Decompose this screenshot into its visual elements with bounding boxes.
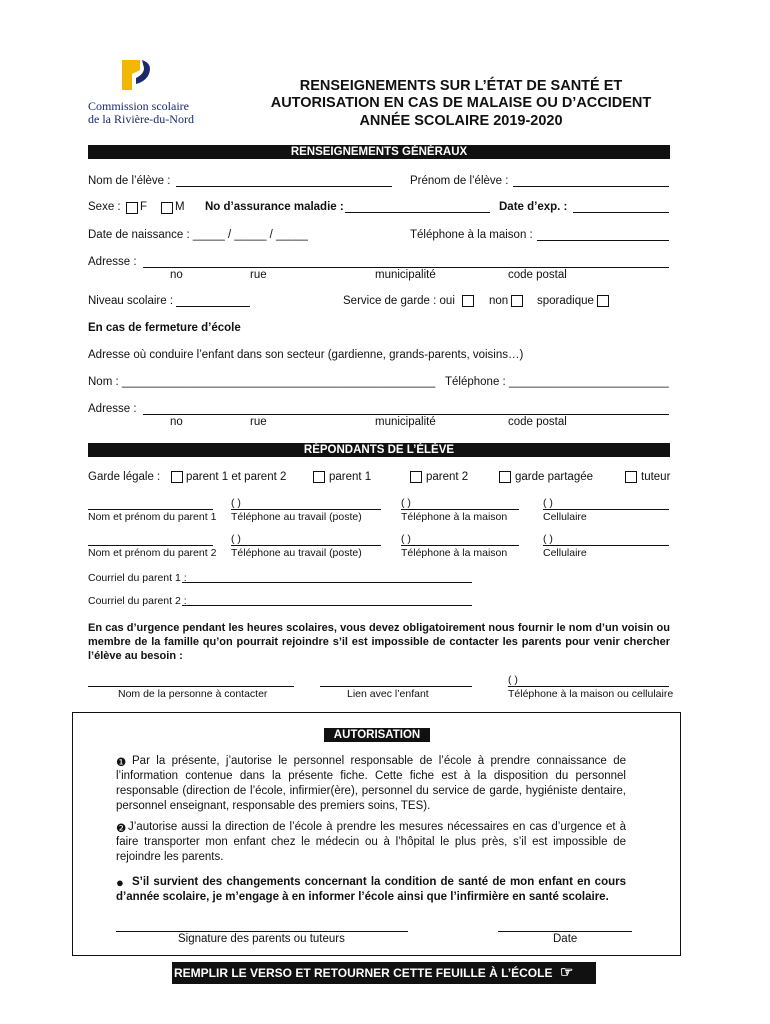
addr-cp-label: code postal (508, 269, 567, 281)
niveau-label: Niveau scolaire : (88, 295, 174, 307)
urgence-tel-label: Téléphone à la maison ou cellulaire (508, 688, 674, 700)
sexe-f-label: F (140, 201, 148, 213)
section-header-autorisation: AUTORISATION (324, 728, 430, 742)
f-addr-no-label: no (170, 416, 183, 428)
logo (88, 52, 198, 132)
service-non-checkbox[interactable] (511, 295, 523, 307)
parent1-tel-travail-paren: ( ) (231, 497, 241, 509)
page-title-2: AUTORISATION EN CAS DE MALAISE OU D’ACCIDENT (270, 95, 652, 111)
service-non-label: non (489, 295, 509, 307)
bullet-2-icon: ❷ (116, 823, 127, 835)
section-header-general: RENSEIGNEMENTS GÉNÉRAUX (88, 145, 670, 159)
pointing-hand-icon: ☞ (559, 964, 574, 981)
naissance-label: Date de naissance : _____ / _____ / _____ (88, 229, 308, 241)
fermeture-adresse-label: Adresse : (88, 403, 137, 415)
garde-opt1-checkbox[interactable] (171, 471, 183, 483)
courriel1-field[interactable] (182, 582, 472, 583)
autorisation-p2-text: J’autorise aussi la direction de l’école à prendre les mesures nécessaires en cas d’urgence et à faire transporter mon enfant chez le médecin ou à l’hôpital le plus près, s’il est impossible de rejoindre les parents. (116, 821, 626, 863)
parent1-tel-maison-label: Téléphone à la maison (401, 511, 508, 523)
garde-legale-label: Garde légale : (88, 471, 161, 483)
urgence-lien-field[interactable] (320, 686, 472, 687)
garde-opt5-checkbox[interactable] (625, 471, 637, 483)
sexe-label: Sexe : (88, 201, 121, 213)
assurance-field[interactable] (345, 212, 490, 213)
parent1-label: Nom et prénom du parent 1 (88, 511, 217, 523)
adresse-label: Adresse : (88, 256, 137, 268)
autorisation-p2 (116, 820, 626, 865)
section-header-repondants: RÉPONDANTS DE L’ÉLÈVE (88, 443, 670, 457)
garde-opt4-label: garde partagée (515, 471, 594, 483)
tel-maison-label: Téléphone à la maison : (410, 229, 533, 241)
prenom-eleve-label: Prénom de l’élève : (410, 175, 509, 187)
parent2-tel-maison-paren: ( ) (401, 533, 411, 545)
garde-opt2-label: parent 1 (329, 471, 372, 483)
footer-banner (172, 962, 596, 984)
footer-text: REMPLIR LE VERSO ET RETOURNER CETTE FEUILLE À L’ÉCOLE (174, 966, 553, 980)
addr-rue-label: rue (250, 269, 267, 281)
date-label: Date (553, 933, 578, 945)
nom-eleve-label: Nom de l’élève : (88, 175, 171, 187)
assurance-label: No d’assurance maladie : (205, 201, 344, 213)
garde-opt4-checkbox[interactable] (499, 471, 511, 483)
parent1-cell-paren: ( ) (543, 497, 553, 509)
tel-maison-field[interactable] (537, 240, 669, 241)
urgence-personne-field[interactable] (88, 686, 294, 687)
fermeture-heading: En cas de fermeture d’école (88, 322, 241, 334)
parent2-cell-field[interactable] (543, 545, 669, 546)
date-exp-field[interactable] (573, 212, 669, 213)
sporadique-label: sporadique (537, 295, 594, 307)
parent2-cell-paren: ( ) (543, 533, 553, 545)
sexe-m-checkbox[interactable] (161, 202, 173, 214)
parent2-tel-maison-field[interactable] (401, 545, 519, 546)
parent2-tel-travail-paren: ( ) (231, 533, 241, 545)
f-addr-mun-label: municipalité (375, 416, 436, 428)
service-oui-checkbox[interactable] (462, 295, 474, 307)
parent1-tel-maison-paren: ( ) (401, 497, 411, 509)
logo-mark-icon (118, 56, 158, 96)
urgence-personne-label: Nom de la personne à contacter (118, 688, 268, 700)
parent2-name-field[interactable] (88, 545, 213, 546)
date-field[interactable] (498, 931, 632, 932)
prenom-eleve-field[interactable] (513, 186, 669, 187)
fermeture-nom-field[interactable]: Nom : _________________________________________________ (88, 376, 436, 388)
parent1-cell-field[interactable] (543, 509, 669, 510)
niveau-field[interactable] (176, 306, 250, 307)
parent2-tel-travail-label: Téléphone au travail (poste) (231, 547, 362, 559)
autorisation-p1 (116, 754, 626, 814)
bullet-1-icon: ❶ (116, 757, 127, 769)
service-garde-label: Service de garde : oui (343, 295, 455, 307)
parent2-cell-label: Cellulaire (543, 547, 587, 559)
garde-opt3-label: parent 2 (426, 471, 469, 483)
garde-opt3-checkbox[interactable] (410, 471, 422, 483)
addr-no-label: no (170, 269, 183, 281)
parent1-tel-travail-label: Téléphone au travail (poste) (231, 511, 362, 523)
courriel2-label: Courriel du parent 2 : (88, 595, 187, 607)
urgence-text: En cas d’urgence pendant les heures scolaires, vous devez obligatoirement nous fournir le nom d’un voisin ou membre de la famille qu’on pourrait rejoindre s’il est impossible de contacter les parents pour venir chercher l’élève au besoin : (88, 622, 670, 662)
garde-opt1-label: parent 1 et parent 2 (186, 471, 287, 483)
logo-line-1: Commission scolaire (88, 99, 189, 113)
signature-label: Signature des parents ou tuteurs (178, 933, 345, 945)
sexe-m-label: M (175, 201, 185, 213)
date-exp-label: Date d’exp. : (499, 201, 568, 213)
fermeture-telephone-field[interactable]: Téléphone : _________________________ (445, 376, 669, 388)
f-addr-rue-label: rue (250, 416, 267, 428)
page-title-1: RENSEIGNEMENTS SUR L’ÉTAT DE SANTÉ ET (299, 78, 623, 94)
courriel2-field[interactable] (182, 605, 472, 606)
adresse-conduire-label: Adresse où conduire l’enfant dans son secteur (gardienne, grands-parents, voisins…) (88, 349, 524, 361)
parent1-tel-maison-field[interactable] (401, 509, 519, 510)
sporadique-checkbox[interactable] (597, 295, 609, 307)
urgence-paren: ( ) (508, 674, 518, 686)
garde-opt5-label: tuteur (641, 471, 671, 483)
bullet-3-icon: ● (116, 875, 124, 890)
urgence-tel-field[interactable] (508, 686, 669, 687)
parent2-tel-travail-field[interactable] (231, 545, 381, 546)
urgence-lien-label: Lien avec l’enfant (347, 688, 429, 700)
sexe-f-checkbox[interactable] (126, 202, 138, 214)
autorisation-p3 (116, 875, 626, 905)
autorisation-p3-text: S’il survient des changements concernant la condition de santé de mon enfant en cours d’année scolaire, je m’engage à en informer l’école ainsi que l’infirmière en santé scolaire. (116, 876, 626, 903)
page-title-3: ANNÉE SCOLAIRE 2019-2020 (359, 113, 563, 129)
parent1-name-field[interactable] (88, 509, 213, 510)
f-addr-cp-label: code postal (508, 416, 567, 428)
fermeture-adresse-field[interactable] (143, 414, 669, 415)
parent2-tel-maison-label: Téléphone à la maison (401, 547, 508, 559)
autorisation-p1-text: Par la présente, j’autorise le personnel responsable de l’école à prendre connaissance de l’information contenue dans la présente fiche. Cette fiche est à la disposition du personnel responsable (direction de l’école, infirmier(ère), personnel du service de garde, hygiéniste dentaire, personnel enseignant, responsable des premiers soins, TES). (116, 755, 626, 812)
logo-line-2: de la Rivière-du-Nord (88, 112, 194, 126)
parent2-label: Nom et prénom du parent 2 (88, 547, 217, 559)
parent1-cell-label: Cellulaire (543, 511, 587, 523)
garde-opt2-checkbox[interactable] (313, 471, 325, 483)
signature-field[interactable] (116, 931, 408, 932)
parent1-tel-travail-field[interactable] (231, 509, 381, 510)
adresse-field[interactable] (143, 267, 669, 268)
nom-eleve-field[interactable] (176, 186, 392, 187)
addr-mun-label: municipalité (375, 269, 436, 281)
courriel1-label: Courriel du parent 1 : (88, 572, 187, 584)
